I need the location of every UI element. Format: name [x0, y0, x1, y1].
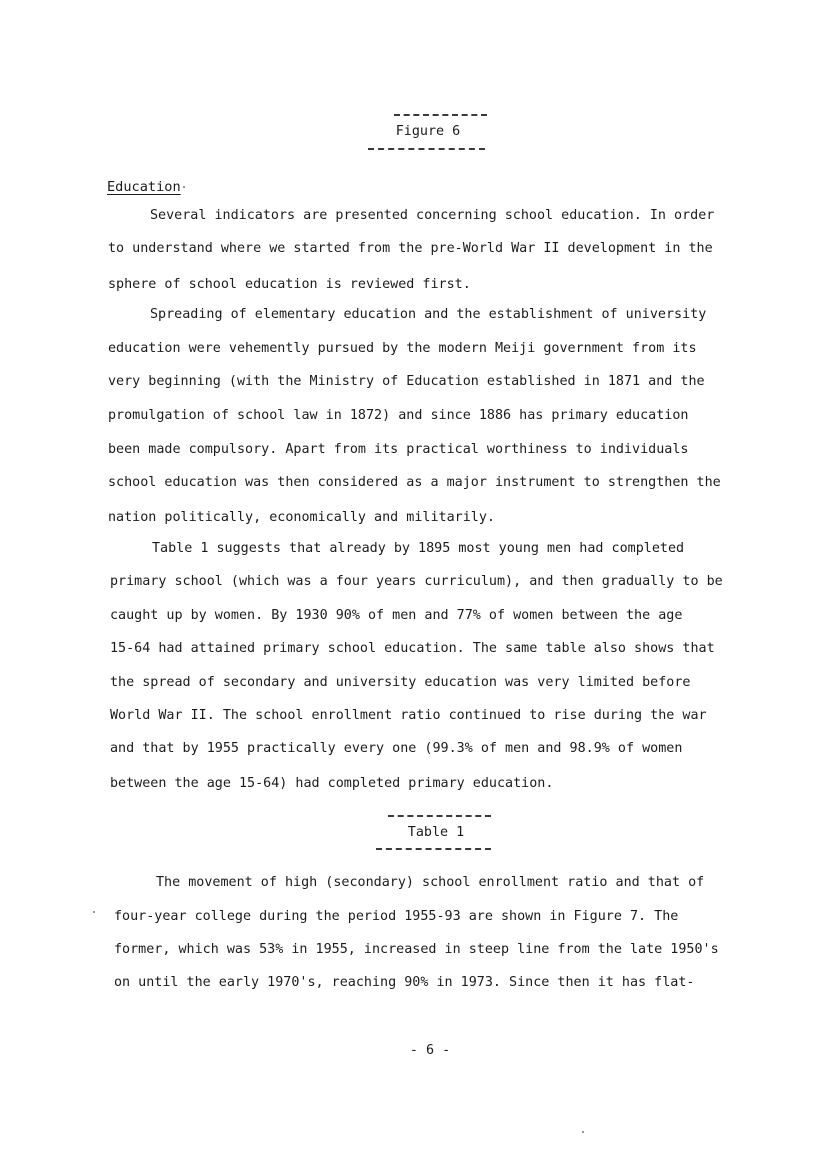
- paragraph-4-line-2: four-year college during the period 1955-93 are shown in Figure 7. The: [114, 909, 679, 924]
- figure-rule-top: [394, 114, 487, 116]
- paragraph-1-line-3: sphere of school education is reviewed first.: [108, 277, 471, 292]
- paragraph-2-line-6: school education was then considered as a major instrument to strengthen the: [108, 475, 721, 490]
- scan-speck: [183, 186, 185, 188]
- scan-speck: [93, 911, 95, 913]
- paragraph-3-line-4: 15-64 had attained primary school education. The same table also shows that: [110, 641, 715, 656]
- paragraph-2-line-5: been made compulsory. Apart from its practical worthiness to individuals: [108, 442, 689, 457]
- paragraph-3-line-7: and that by 1955 practically every one (99.3% of men and 98.9% of women: [110, 741, 683, 756]
- figure-rule-bottom: [368, 148, 485, 150]
- scan-speck: [582, 1131, 584, 1133]
- table-rule-top: [388, 815, 491, 817]
- section-heading: Education: [107, 179, 181, 195]
- paragraph-3-line-8: between the age 15-64) had completed primary education.: [110, 776, 554, 791]
- paragraph-3-line-6: World War II. The school enrollment ratio continued to rise during the war: [110, 708, 707, 723]
- page-number: - 6 -: [409, 1043, 451, 1058]
- paragraph-3-line-2: primary school (which was a four years curriculum), and then gradually to be: [110, 574, 723, 589]
- paragraph-3-line-1: Table 1 suggests that already by 1895 most young men had completed: [152, 541, 685, 556]
- table-1-label: Table 1: [407, 825, 465, 840]
- paragraph-2-line-2: education were vehemently pursued by the modern Meiji government from its: [108, 341, 697, 356]
- paragraph-4-line-1: The movement of high (secondary) school enrollment ratio and that of: [156, 875, 705, 890]
- paragraph-3-line-3: caught up by women. By 1930 90% of men and 77% of women between the age: [110, 608, 683, 623]
- paragraph-2-line-1: Spreading of elementary education and the establishment of university: [150, 307, 707, 322]
- paragraph-3-line-5: the spread of secondary and university education was very limited before: [110, 675, 691, 690]
- paragraph-4-line-4: on until the early 1970's, reaching 90% in 1973. Since then it has flat-: [114, 975, 695, 990]
- paragraph-1-line-1: Several indicators are presented concerning school education. In order: [150, 208, 715, 223]
- paragraph-2-line-4: promulgation of school law in 1872) and since 1886 has primary education: [108, 408, 689, 423]
- figure-6-label: Figure 6: [395, 124, 461, 139]
- paragraph-2-line-3: very beginning (with the Ministry of Education established in 1871 and the: [108, 374, 705, 389]
- paragraph-4-line-3: former, which was 53% in 1955, increased in steep line from the late 1950's: [114, 942, 719, 957]
- table-rule-bottom: [376, 848, 491, 850]
- paragraph-2-line-7: nation politically, economically and militarily.: [108, 510, 495, 525]
- paragraph-1-line-2: to understand where we started from the pre-World War II development in the: [108, 241, 713, 256]
